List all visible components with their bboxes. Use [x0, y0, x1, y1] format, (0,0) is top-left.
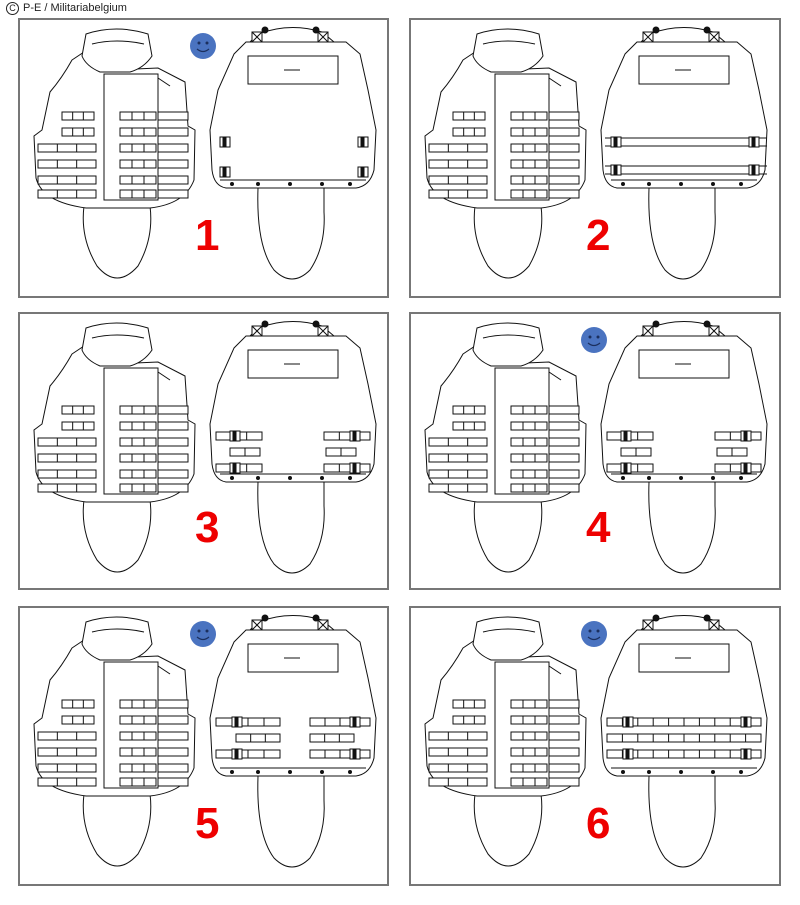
smiley-face-icon [190, 33, 216, 59]
molle-strip [453, 406, 485, 414]
smiley-face-icon [581, 327, 607, 353]
molle-strip [120, 716, 156, 724]
molle-strip [511, 144, 547, 152]
molle-strip [453, 422, 485, 430]
panel-number: 6 [586, 799, 611, 848]
front-vest-drawing [34, 29, 195, 278]
panel-number: 5 [195, 799, 220, 848]
molle-strip [158, 700, 188, 708]
molle-strip [120, 484, 156, 492]
molle-strip [511, 778, 547, 786]
panel-number: 3 [195, 503, 220, 552]
molle-strip [549, 470, 579, 478]
molle-strip [453, 128, 485, 136]
molle-strip [549, 438, 579, 446]
molle-strip [549, 422, 579, 430]
vest-panel-5 [18, 606, 389, 886]
molle-strip [429, 176, 487, 184]
molle-strip [429, 484, 487, 492]
molle-strip [120, 160, 156, 168]
molle-strip [38, 454, 96, 462]
molle-strip [324, 464, 370, 472]
molle-strip [511, 406, 547, 414]
molle-strip [511, 176, 547, 184]
back-vest-drawing [601, 615, 767, 867]
back-vest-drawing [210, 615, 376, 867]
molle-strip [38, 484, 96, 492]
copyright-notice [6, 2, 127, 15]
molle-strip [511, 484, 547, 492]
molle-strip [38, 778, 96, 786]
molle-strip [549, 764, 579, 772]
molle-strip [429, 190, 487, 198]
molle-strip [120, 422, 156, 430]
molle-strip [511, 470, 547, 478]
molle-strip [549, 112, 579, 120]
molle-strip [158, 764, 188, 772]
molle-strip [429, 454, 487, 462]
molle-strip [120, 700, 156, 708]
molle-strip [158, 176, 188, 184]
molle-strip [511, 748, 547, 756]
molle-strip [511, 700, 547, 708]
back-vest-drawing [601, 321, 767, 573]
molle-strip [511, 716, 547, 724]
molle-strip [62, 716, 94, 724]
molle-strip [715, 464, 761, 472]
molle-strip [38, 160, 96, 168]
back-vest-drawing [210, 321, 376, 573]
molle-strip [62, 128, 94, 136]
molle-strip [310, 734, 354, 742]
molle-strip [453, 112, 485, 120]
back-vest-drawing [601, 27, 767, 279]
molle-strip [429, 764, 487, 772]
molle-strip [158, 160, 188, 168]
vest-panel-3 [18, 312, 389, 590]
molle-strip [429, 160, 487, 168]
molle-strip [549, 732, 579, 740]
molle-strip [120, 406, 156, 414]
molle-strip [511, 422, 547, 430]
molle-strip [120, 438, 156, 446]
molle-strip [158, 732, 188, 740]
molle-strip [38, 732, 96, 740]
panel-number: 1 [195, 211, 220, 260]
panel-number: 4 [586, 503, 611, 552]
molle-strip [429, 732, 487, 740]
molle-strip [62, 406, 94, 414]
molle-strip [62, 700, 94, 708]
molle-strip [38, 748, 96, 756]
vest-panel-2 [409, 18, 781, 298]
molle-strip [429, 778, 487, 786]
molle-strip [549, 176, 579, 184]
front-vest-drawing [425, 617, 586, 866]
vest-panel-1 [18, 18, 389, 298]
molle-strip [549, 454, 579, 462]
copyright-icon: C [6, 2, 19, 15]
molle-strip [120, 748, 156, 756]
molle-strip [453, 716, 485, 724]
molle-strip [158, 778, 188, 786]
molle-strip [324, 432, 370, 440]
molle-strip [120, 454, 156, 462]
molle-strip [38, 764, 96, 772]
front-vest-drawing [34, 617, 195, 866]
molle-strip [511, 128, 547, 136]
molle-strip [158, 112, 188, 120]
molle-strip [38, 470, 96, 478]
molle-strip [511, 112, 547, 120]
molle-strip [549, 716, 579, 724]
molle-strip [715, 432, 761, 440]
molle-strip [549, 778, 579, 786]
molle-strip [549, 144, 579, 152]
molle-strip [549, 748, 579, 756]
smiley-face-icon [581, 621, 607, 647]
front-vest-drawing [425, 323, 586, 572]
molle-strip [158, 438, 188, 446]
molle-strip [158, 470, 188, 478]
front-vest-drawing [34, 323, 195, 572]
molle-strip [62, 112, 94, 120]
molle-strip [511, 438, 547, 446]
panel-number: 2 [586, 211, 611, 260]
molle-strip [158, 144, 188, 152]
molle-strip [120, 128, 156, 136]
molle-strip [158, 422, 188, 430]
vest-panel-6 [409, 606, 781, 886]
molle-strip [158, 454, 188, 462]
molle-strip [429, 470, 487, 478]
molle-strip [38, 190, 96, 198]
molle-strip [158, 406, 188, 414]
molle-strip [511, 454, 547, 462]
molle-strip [549, 700, 579, 708]
molle-strip [62, 422, 94, 430]
molle-strip [120, 144, 156, 152]
molle-strip [120, 732, 156, 740]
molle-strip [158, 748, 188, 756]
molle-strip [429, 144, 487, 152]
molle-strip [549, 160, 579, 168]
molle-strip [429, 438, 487, 446]
molle-strip [429, 748, 487, 756]
molle-strip [549, 128, 579, 136]
molle-strip [120, 176, 156, 184]
molle-strip [236, 734, 280, 742]
molle-strip [549, 190, 579, 198]
molle-strip [158, 484, 188, 492]
molle-strip [38, 144, 96, 152]
molle-strip [38, 438, 96, 446]
molle-strip [511, 190, 547, 198]
molle-strip [120, 112, 156, 120]
smiley-face-icon [190, 621, 216, 647]
molle-strip [158, 128, 188, 136]
molle-strip [511, 160, 547, 168]
molle-strip [511, 732, 547, 740]
back-vest-drawing [210, 27, 376, 279]
molle-strip [549, 406, 579, 414]
molle-strip [453, 700, 485, 708]
molle-strip [120, 778, 156, 786]
molle-strip [158, 190, 188, 198]
molle-strip [38, 176, 96, 184]
copyright-text: P-E / Militariabelgium [23, 2, 127, 14]
molle-strip [549, 484, 579, 492]
front-vest-drawing [425, 29, 586, 278]
molle-strip [511, 764, 547, 772]
vest-panel-4 [409, 312, 781, 590]
molle-strip [120, 190, 156, 198]
molle-strip [158, 716, 188, 724]
molle-strip [120, 764, 156, 772]
molle-strip [120, 470, 156, 478]
